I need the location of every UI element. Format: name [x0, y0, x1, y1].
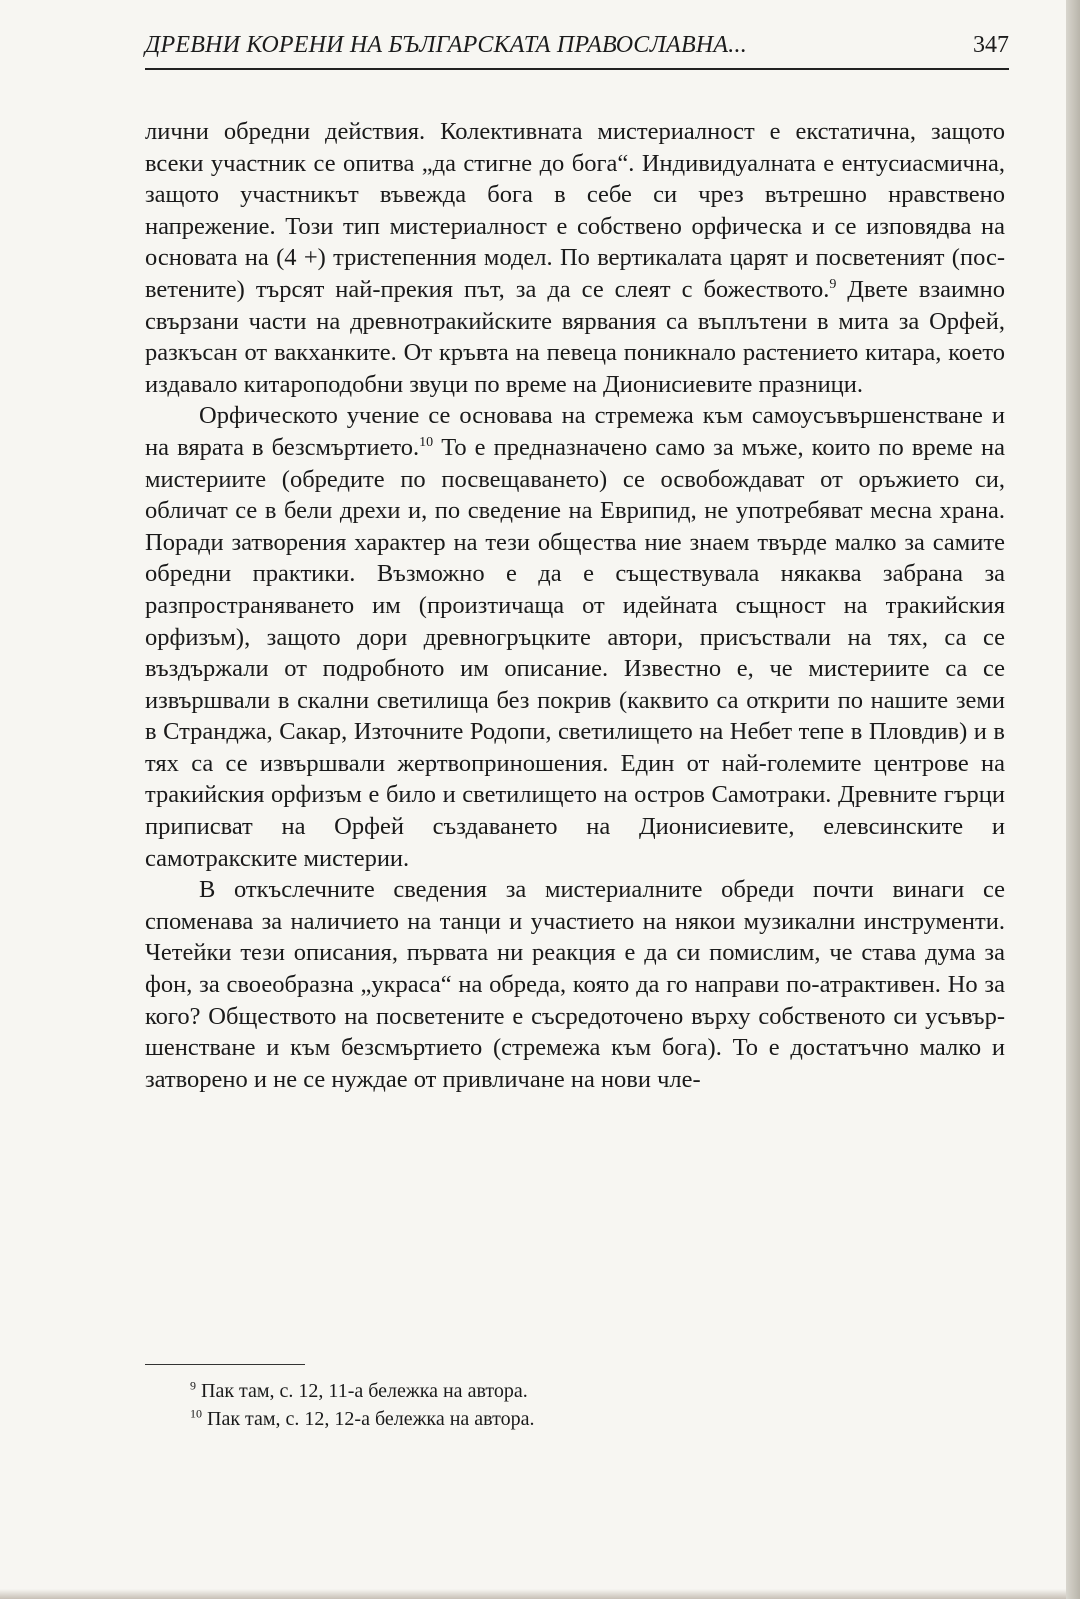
- paragraph-text: Двете взаимно свързани части на древнотракийските вярвания са въплътени в мита за Орфей, разкъсан от вакханките. От кръвта на певеца поникнало растението китара, което издавало китароподобни звуци по време на Дионисиевите празници.: [145, 275, 1005, 398]
- paragraph-1: [145, 116, 1005, 400]
- footnotes: [190, 1377, 990, 1433]
- footnote-text: Пак там, с. 12, 12-а бележка на автора.: [202, 1408, 535, 1430]
- paragraph-text: лични обредни действия. Колективната мистериалност е екстатична, защото всеки участник се опитва „да стигне до бога“. Индивидуалната е ентусиасмична, защото участникът въвежда бога в себе си чрез вътрешно нравствено напрежение. Този тип мистериалност е собствено орфическа и се изповядва на основата на (4 +) тристепенния модел. По вертикалата царят и посветеният (посветените) търсят най-прекия път, за да се слеят с божеството.: [145, 118, 1005, 303]
- paragraph-3: [145, 874, 1005, 1095]
- paragraph-text: То е предназначено само за мъже, които по време на мистериите (обредите по посвещаването) се освобождават от оръжието си, обличат се в бели дрехи и, по сведение на Еврипид, не употребяват месна храна. Поради затворения характер на тези общества ние знаем твърде малко за самите обредни практики. Възможно е да е съществувала някаква забрана за разпространяването им (произтичаща от идейната същност на тракийския орфизъм), защото дори древногръцките автори, присъствали на тях, са се въздържали от подробното им описание. Известно е, че мистериите са се извършвали в скални светилища без покрив (каквито са открити по нашите земи в Странджа, Сакар, Източните Родопи, светилището на Небет тепе в Пловдив) и в тях са се извършвали жертвоприношения. Един от най-големите центрове на тракийския орфизъм е било и светилището на остров Самотраки. Древните гърци приписват на Орфей създаването на Дионисиевите, елевсинските и самотракските мистерии.: [145, 433, 1005, 872]
- footnote-divider: [145, 1364, 305, 1365]
- running-title: ДРЕВНИ КОРЕНИ НА БЪЛГАРСКАТА ПРАВОСЛАВНА...: [145, 32, 747, 58]
- footnote-mark: 10: [190, 1406, 202, 1421]
- footnote-mark: 9: [190, 1378, 196, 1393]
- footnote-ref-10: 10: [419, 434, 434, 450]
- paragraph-2: [145, 400, 1005, 874]
- paragraph-text: В откъслечните сведения за мистериалните обреди почти винаги се споменава за наличието на танци и участието на някои музикални инструменти. Четейки тези описания, първата ни реакция е да си помислим, че става дума за фон, за своеобразна „украса“ на обреда, която да го направи по-атрактивен. Но за кого? Обществото на посветените е съсредоточено върху собственото си усъвършенстване и към безсмъртието (стремежа към бога). То е достатъчно малко и затворено и не се нуждае от привличане на нови чле-: [145, 876, 1005, 1093]
- running-header: [145, 28, 1009, 70]
- page-number: 347: [973, 32, 1009, 58]
- footnote-9: [190, 1377, 990, 1405]
- footnote-text: Пак там, с. 12, 11-а бележка на автора.: [196, 1380, 528, 1402]
- page-edge-shadow: [1066, 0, 1080, 1599]
- main-text: [145, 116, 1005, 1095]
- footnote-10: [190, 1405, 990, 1433]
- page-bottom-edge: [0, 1589, 1066, 1599]
- paragraph-text: Орфическото учение се основава на стремежа към самоусъвършенстване и на вярата в безсмъртието.: [145, 402, 1005, 461]
- footnote-ref-9: 9: [829, 276, 837, 292]
